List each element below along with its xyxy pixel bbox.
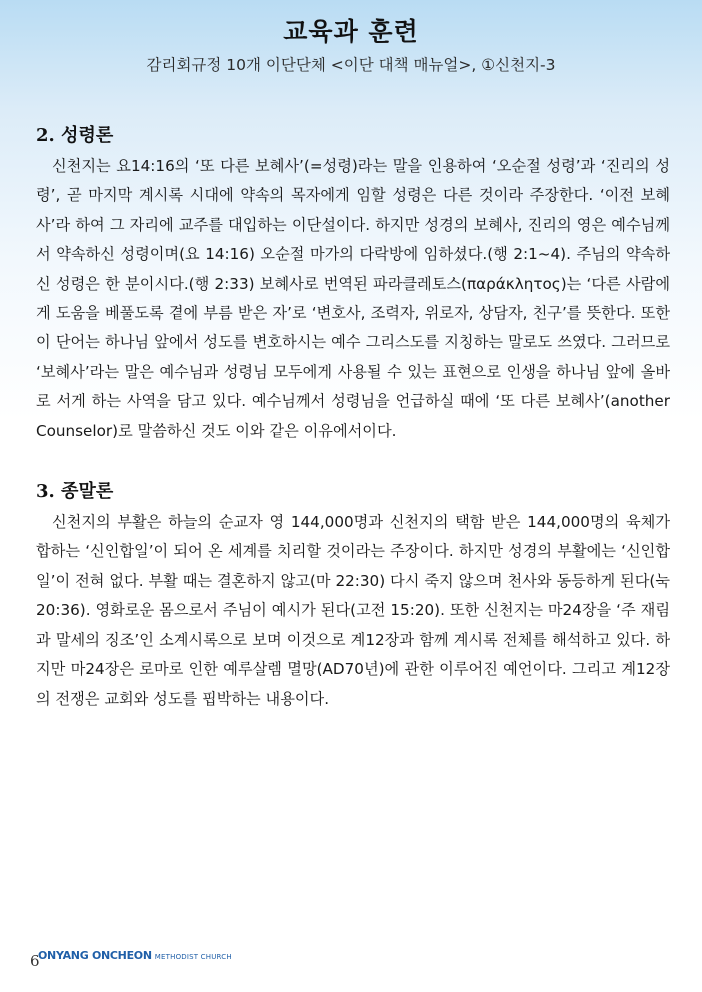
section-eschatology (36, 476, 670, 714)
main-content (36, 120, 670, 744)
page-header (0, 14, 702, 76)
section-heading: 2. 성령론 (36, 125, 114, 146)
section-body: 신천지는 요14:16의 ‘또 다른 보혜사’(=성령)라는 말을 인용하여 ‘오순절 성령’과 ‘진리의 성령’, 곧 마지막 계시록 시대에 약속의 목자에게 임할 성령은 다른 것이라 주장한다. ‘이전 보혜사’라 하여 그 자리에 교주를 대입하는 이단설이다. 하지만 성경의 보혜사, 진리의 영은 예수님께서 약속하신 성령이며(요 14:16) 오순절 마가의 다락방에 임하셨다.(행 2:1~4). 주님의 약속하신 성령은 한 분이시다.(행 2:33) 보혜사로 번역된 파라클레토스(παράκλητος)는 ‘다른 사람에게 도움을 베풀도록 곁에 부름 받은 자’로 ‘변호사, 조력자, 위로자, 상담자, 친구’를 뜻한다. 또한 이 단어는 하나님 앞에서 성도를 변호하시는 예수 그리스도를 지칭하는 말로도 쓰였다. 그러므로 ‘보혜사’라는 말은 예수님과 성령님 모두에게 사용될 수 있는 표현으로 인생을 하나님 앞에 올바로 서게 하는 사역을 담고 있다. 예수님께서 성령님을 언급하실 때에 ‘또 다른 보혜사’(another Counselor)로 말씀하신 것도 이와 같은 이유에서이다. (36, 157, 670, 440)
church-logo (38, 944, 232, 963)
page-number: 6 (30, 952, 40, 970)
page-subtitle: 감리회규정 10개 이단단체 <이단 대책 매뉴얼>, ①신천지-3 (146, 56, 556, 74)
section-body: 신천지의 부활은 하늘의 순교자 영 144,000명과 신천지의 택함 받은 144,000명의 육체가 합하는 ‘신인합일’이 되어 온 세계를 치리할 것이라는 주장이다. 하지만 성경의 부활에는 ‘신인합일’이 전혀 없다. 부활 때는 결혼하지 않고(마 22:30) 다시 죽지 않으며 천사와 동등하게 된다(눅 20:36). 영화로운 몸으로서 주님이 예시가 된다(고전 15:20). 또한 신천지는 마24장을 ‘주 재림과 말세의 징조’인 소계시록으로 보며 이것으로 계12장과 함께 계시록 전체를 해석하고 있다. 하지만 마24장은 로마로 인한 예루살렘 멸망(AD70년)에 관한 이루어진 예언이다. 그리고 계12장의 전쟁은 교회와 성도를 핍박하는 내용이다. (36, 513, 670, 708)
logo-subtitle: METHODIST CHURCH (154, 953, 232, 961)
section-heading: 3. 종말론 (36, 481, 114, 503)
logo-wordmark: ONYANG ONCHEON (38, 949, 152, 962)
section-pneumatology (36, 120, 670, 446)
page-title: 교육과 훈련 (283, 17, 419, 46)
